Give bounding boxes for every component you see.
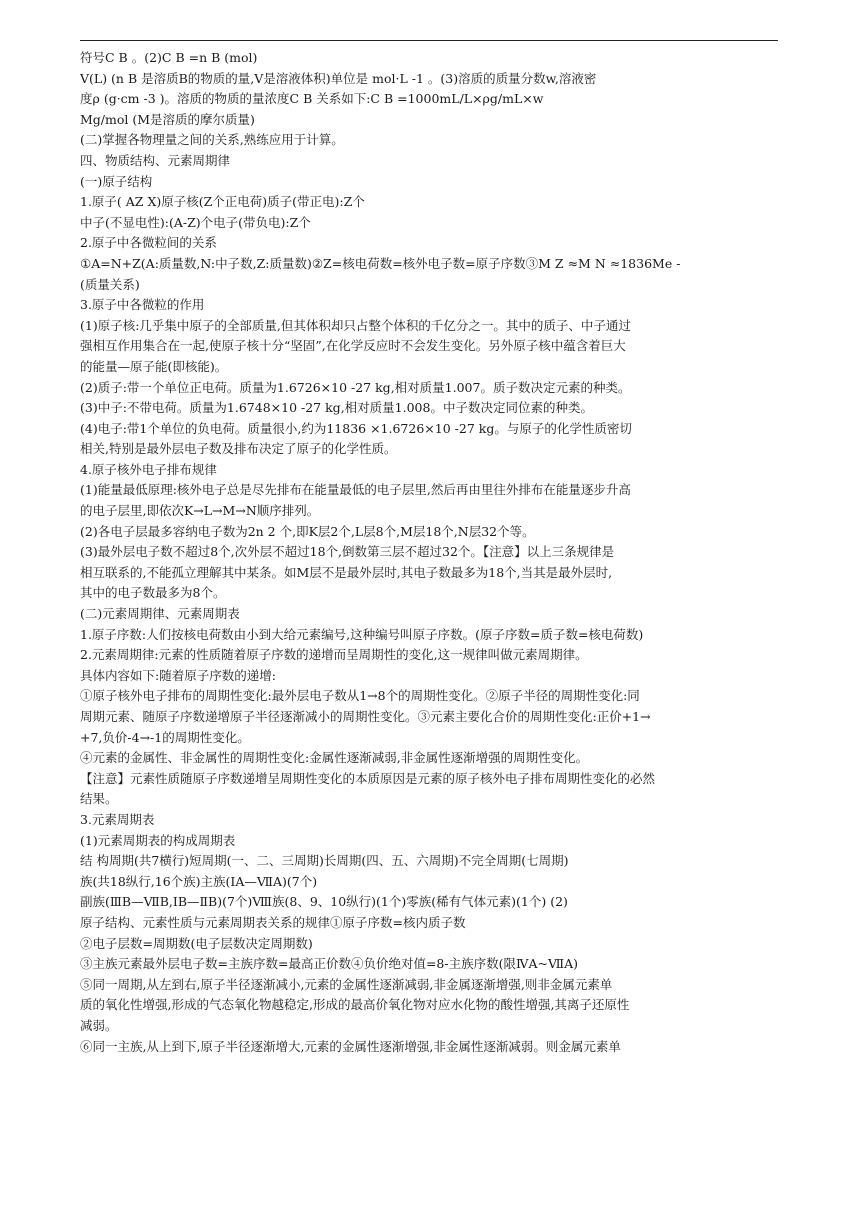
- text-line: (1)原子核:几乎集中原子的全部质量,但其体积却只占整个体积的千亿分之一。其中的质子、中子通过: [80, 317, 631, 333]
- text-line: 原子结构、元素性质与元素周期表关系的规律①原子序数=核内质子数: [80, 914, 466, 930]
- text-line: ②电子层数=周期数(电子层数决定周期数): [80, 935, 313, 951]
- text-line: ③主族元素最外层电子数=主族序数=最高正价数④负价绝对值=8-主族序数(限ⅣA~ⅦA): [80, 956, 578, 972]
- text-line: 减弱。: [80, 1017, 118, 1033]
- text-line: 1.原子序数:人们按核电荷数由小到大给元素编号,这种编号叫原子序数。(原子序数=质子数=核电荷数): [80, 626, 644, 642]
- text-line: 其中的电子数最多为8个。: [80, 585, 226, 601]
- text-line: 符号C B 。(2)C B =n B (mol): [80, 50, 258, 65]
- text-line: 周期元素、随原子序数递增原子半径逐渐减小的周期性变化。③元素主要化合价的周期性变化:正价+1→: [80, 709, 651, 724]
- text-line: 2.元素周期律:元素的性质随着原子序数的递增而呈周期性的变化,这一规律叫做元素周期律。: [80, 647, 588, 663]
- text-line: (2)各电子层最多容纳电子数为2n 2 个,即K层2个,L层8个,M层18个,N层32个等。: [80, 523, 535, 539]
- text-line: 4.原子核外电子排布规律: [80, 461, 217, 477]
- text-line: 3.原子中各微粒的作用: [80, 297, 205, 313]
- text-line: 质的氧化性增强,形成的气态氧化物越稳定,形成的最高价氧化物对应水化物的酸性增强,其离子还原性: [80, 997, 630, 1013]
- text-line: 强相互作用集合在一起,使原子核十分“坚固”,在化学反应时不会发生变化。另外原子核中蕴含着巨大: [80, 338, 626, 354]
- text-line: 度ρ (g·cm -3 )。溶质的物质的量浓度C B 关系如下:C B =1000mL/L×ρg/mL×w: [80, 91, 544, 107]
- text-line: 2.原子中各微粒间的关系: [80, 235, 217, 251]
- text-line: (1)能量最低原理:核外电子总是尽先排布在能量最低的电子层里,然后再由里往外排布在能量逐步升高: [80, 482, 631, 498]
- text-line: (4)电子:带1个单位的负电荷。质量很小,约为11836 ×1.6726×10 -27 kg。与原子的化学性质密切: [80, 420, 632, 436]
- text-line: ⑥同一主族,从上到下,原子半径逐渐增大,元素的金属性逐渐增强,非金属性逐渐减弱。则金属元素单: [80, 1038, 621, 1054]
- text-line: 结 构周期(共7横行)短周期(一、二、三周期)长周期(四、五、六周期)不完全周期(七周期): [80, 853, 569, 869]
- text-line: (3)中子:不带电荷。质量为1.6748×10 -27 kg,相对质量1.008。中子数决定同位素的种类。: [80, 400, 593, 416]
- text-line: (3)最外层电子数不超过8个,次外层不超过18个,倒数第三层不超过32个。【注意】以上三条规律是: [80, 544, 615, 560]
- text-line: 1.原子( AZ X)原子核(Z个正电荷)质子(带正电):Z个: [80, 194, 365, 210]
- text-line: 四、物质结构、元素周期律: [80, 152, 231, 168]
- text-line: ①A=N+Z(A:质量数,N:中子数,Z:质量数)②Z=核电荷数=核外电子数=原子序数③M Z ≈M N ≈1836Me -: [80, 255, 681, 271]
- text-line: ④元素的金属性、非金属性的周期性变化:金属性逐渐减弱,非金属性逐渐增强的周期性变化。: [80, 750, 589, 766]
- text-line: (一)原子结构: [80, 173, 153, 189]
- text-line: (质量关系): [80, 276, 140, 292]
- text-line: ⑤同一周期,从左到右,原子半径逐渐减小,元素的金属性逐渐减弱,非金属逐渐增强,则非金属元素单: [80, 976, 613, 992]
- text-line: 中子(不显电性):(A-Z)个电子(带负电):Z个: [80, 214, 311, 230]
- text-line: ①原子核外电子排布的周期性变化:最外层电子数从1→8个的周期性变化。②原子半径的周期性变化:同: [80, 688, 640, 704]
- text-line: (二)元素周期律、元素周期表: [80, 606, 240, 622]
- header-rule: [80, 40, 778, 41]
- document-body: [80, 48, 780, 1057]
- text-line: 相互联系的,不能孤立理解其中某条。如M层不是最外层时,其电子数最多为18个,当其是最外层时,: [80, 564, 613, 580]
- text-line: 的能量—原子能(即核能)。: [80, 358, 228, 374]
- text-line: 结果。: [80, 791, 118, 807]
- text-line: 【注意】元素性质随原子序数递增呈周期性变化的本质原因是元素的原子核外电子排布周期性变化的必然: [80, 770, 656, 786]
- text-line: (1)元素周期表的构成周期表: [80, 832, 236, 848]
- text-line: 3.元素周期表: [80, 811, 155, 827]
- text-line: 副族(ⅢB—ⅦB,ⅠB—ⅡB)(7个)Ⅷ族(8、9、10纵行)(1个)零族(稀有气体元素)(1个) (2): [80, 894, 568, 910]
- text-line: +7,负价-4→-1的周期性变化。: [80, 729, 250, 745]
- text-line: 族(共18纵行,16个族)主族(ⅠA—ⅦA)(7个): [80, 873, 318, 889]
- text-line: V(L) (n B 是溶质B的物质的量,V是溶液体积)单位是 mol·L -1 。(3)溶质的质量分数w,溶液密: [80, 70, 597, 86]
- text-line: 的电子层里,即依次K→L→M→N顺序排列。: [80, 503, 320, 519]
- text-line: 相关,特别是最外层电子数及排布决定了原子的化学性质。: [80, 441, 397, 457]
- text-line: (2)质子:带一个单位正电荷。质量为1.6726×10 -27 kg,相对质量1.007。质子数决定元素的种类。: [80, 379, 631, 395]
- text-line: (二)掌握各物理量之间的关系,熟练应用于计算。: [80, 132, 344, 148]
- text-line: Mg/mol (M是溶质的摩尔质量): [80, 111, 255, 127]
- text-line: 具体内容如下:随着原子序数的递增:: [80, 667, 276, 683]
